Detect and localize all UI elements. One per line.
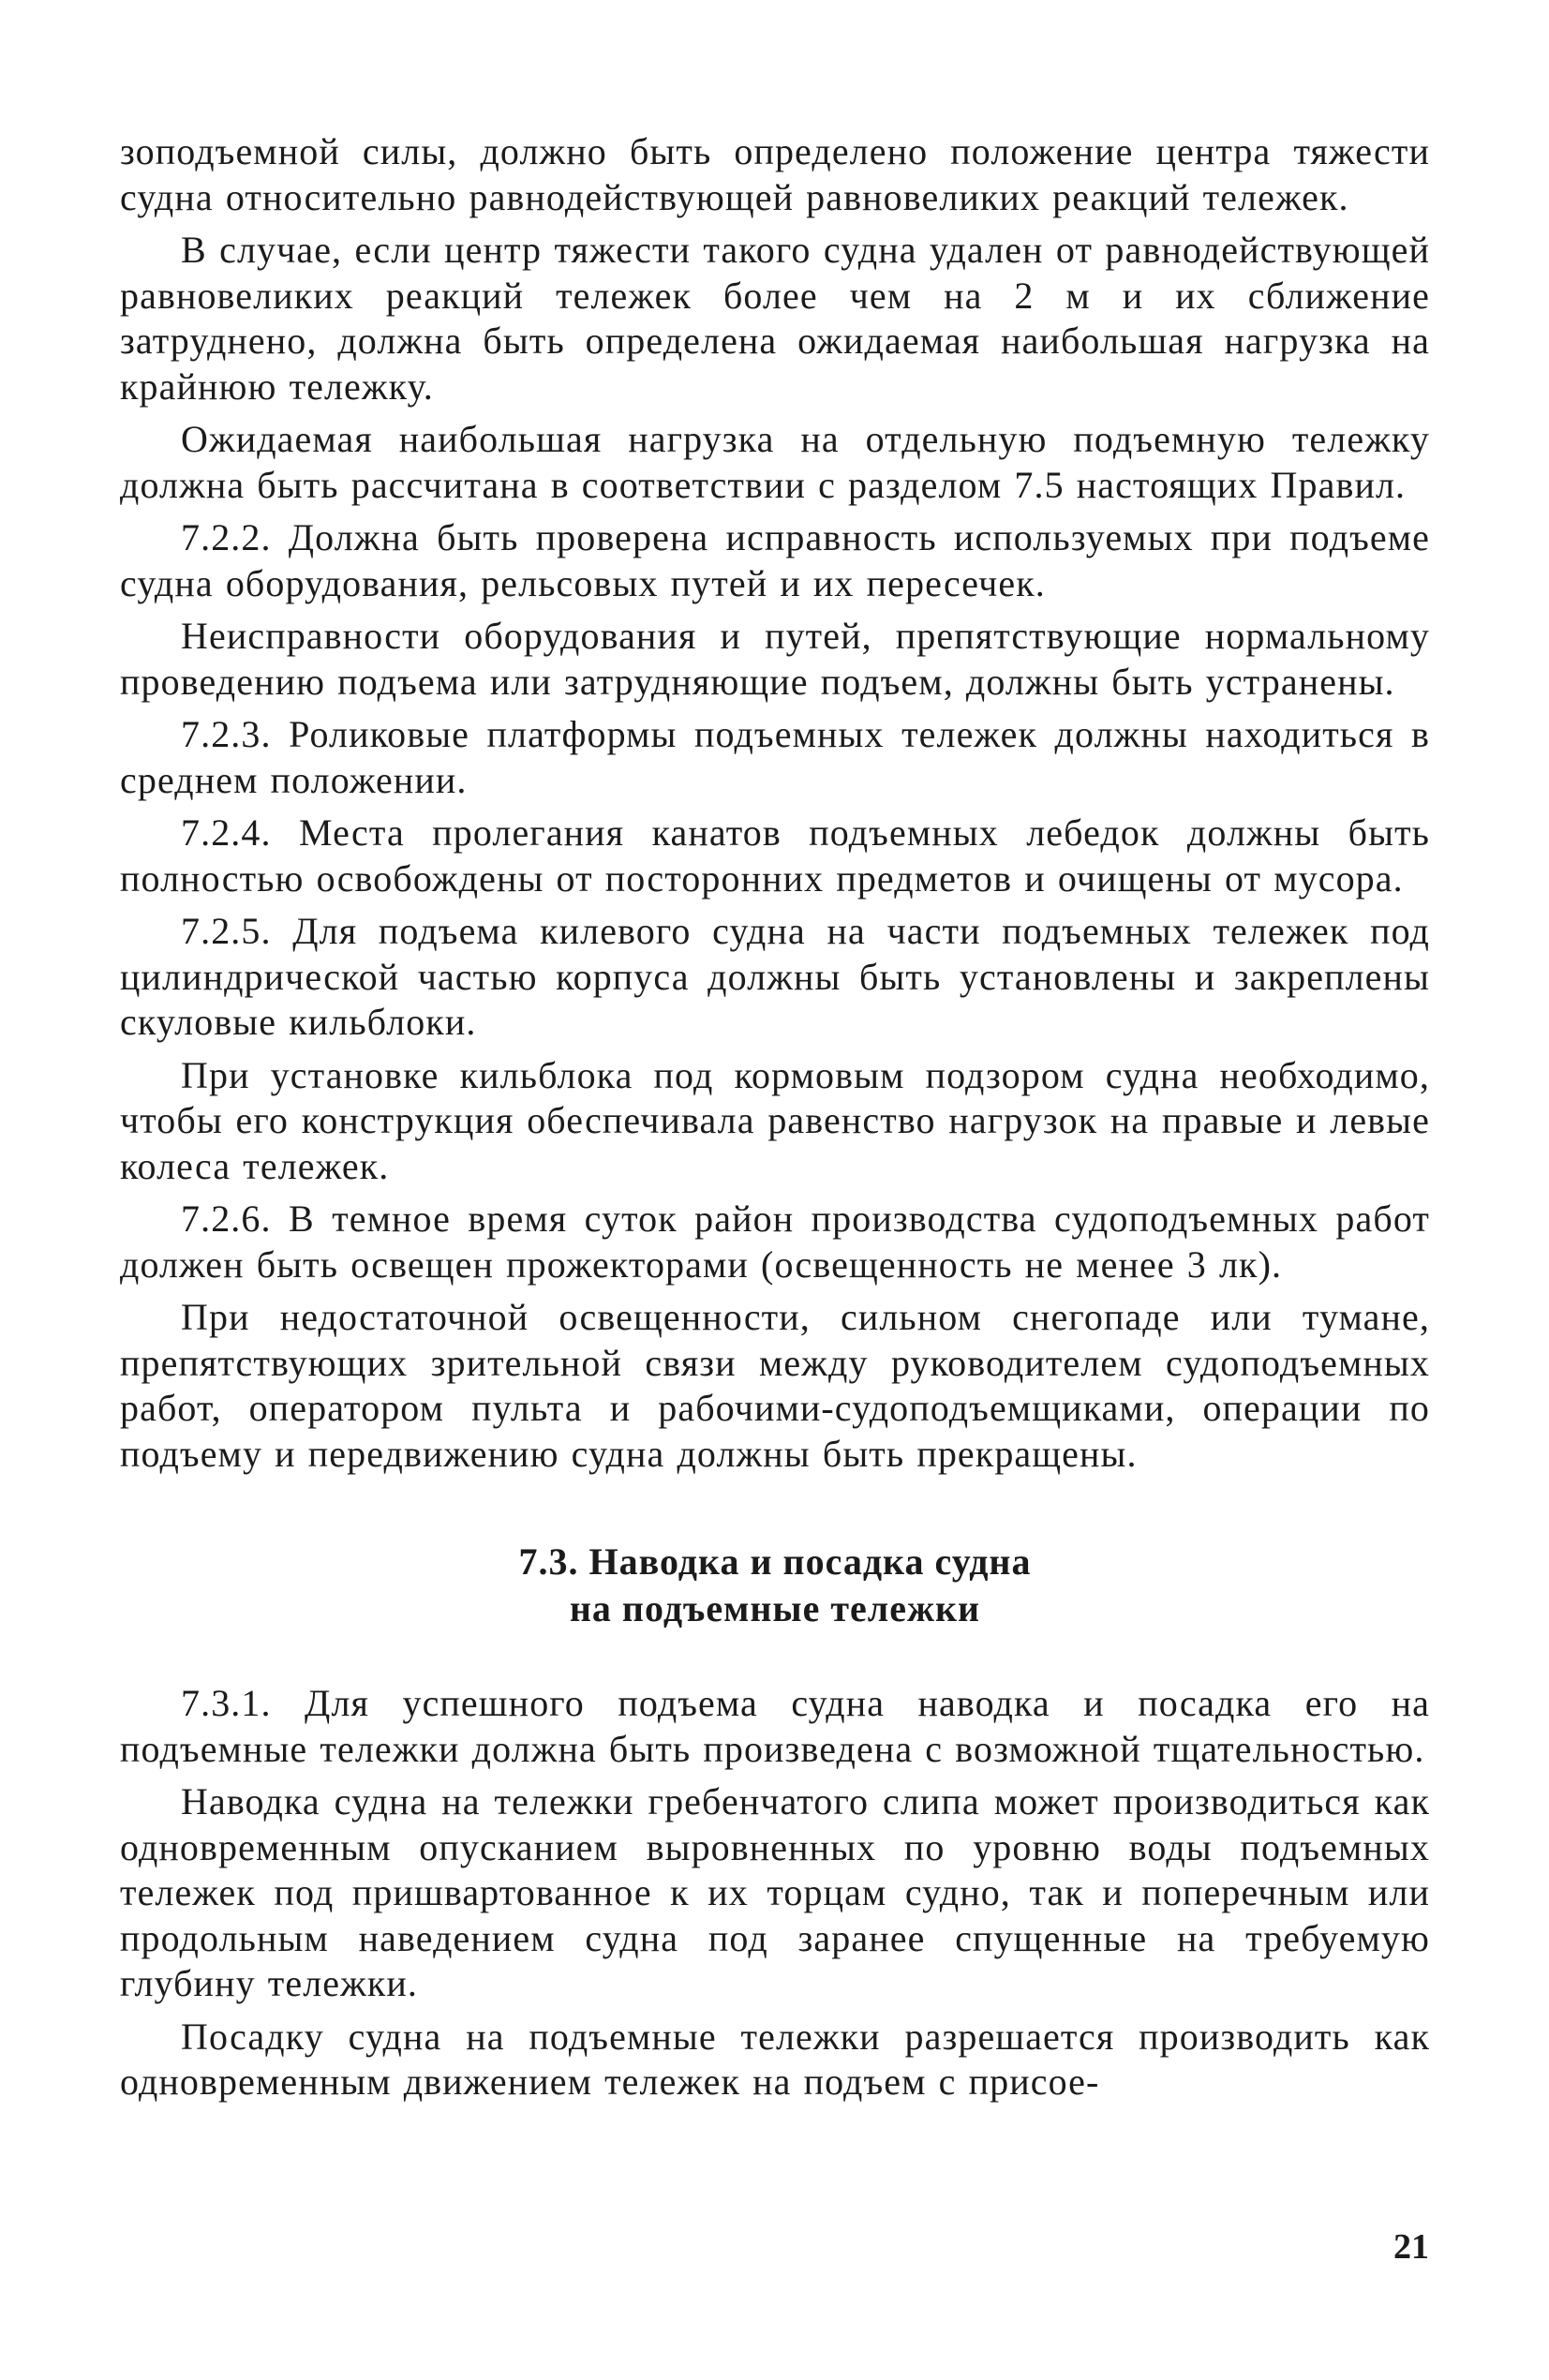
clause-7-2-5: 7.2.5. Для подъема килевого судна на части подъемных тележек под цилиндрической частью корпуса должны быть установлены и закреплены скуловые кильблоки. <box>120 910 1430 1043</box>
paragraph: Посадку судна на подъемные тележки разрешается производить как одновременным движением тележек на подъем с присое- <box>120 2015 1430 2103</box>
paragraph-continued: зоподъемной силы, должно быть определено положение центра тяжести судна относительно равнодействующей равновеликих реакций тележек. <box>120 130 1430 218</box>
clause-7-2-3: 7.2.3. Роликовые платформы подъемных тележек должны находиться в среднем положении. <box>120 713 1430 801</box>
section-heading-7-3 <box>120 1539 1430 1632</box>
page-number: 21 <box>1393 2227 1429 2267</box>
clause-7-3-1: 7.3.1. Для успешного подъема судна наводка и посадка его на подъемные тележки должна быть произведена с возможной тщательностью. <box>120 1682 1430 1770</box>
paragraph: Неисправности оборудования и путей, препятствующие нормальному проведению подъема или затрудняющие подъем, должны быть устранены. <box>120 615 1430 703</box>
paragraph: В случае, если центр тяжести такого судна удален от равнодействующей равновеликих реакций тележек более чем на 2 м и их сближение затруднено, должна быть определена ожидаемая наибольшая нагрузка на крайнюю тележку. <box>120 229 1430 408</box>
section-heading-line-1: 7.3. Наводка и посадка судна <box>518 1540 1032 1583</box>
clause-7-2-4: 7.2.4. Места пролегания канатов подъемных лебедок должны быть полностью освобождены от посторонних предметов и очищены от мусора. <box>120 811 1430 900</box>
paragraph: Ожидаемая наибольшая нагрузка на отдельную подъемную тележку должна быть рассчитана в соответствии с разделом 7.5 настоящих Правил. <box>120 418 1430 506</box>
page-body <box>120 129 1430 2113</box>
clause-7-2-2: 7.2.2. Должна быть проверена исправность используемых при подъеме судна оборудования, рельсовых путей и их пересечек. <box>120 516 1430 604</box>
section-heading-line-2: на подъемные тележки <box>569 1587 981 1629</box>
paragraph: При установке кильблока под кормовым подзором судна необходимо, чтобы его конструкция обеспечивала равенство нагрузок на правые и левые колеса тележек. <box>120 1053 1430 1187</box>
paragraph: Наводка судна на тележки гребенчатого слипа может производиться как одновременным опусканием выровненных по уровню воды подъемных тележек под пришвартованное к их торцам судно, так и поперечным или продольным наведением судна под заранее спущенные на требуемую глубину тележки. <box>120 1780 1430 2004</box>
paragraph: При недостаточной освещенности, сильном снегопаде или тумане, препятствующих зрительной связи между руководителем судоподъемных работ, оператором пульта и рабочими-судоподъемщиками, операции по подъему и передвижению судна должны быть прекращены. <box>120 1296 1430 1475</box>
clause-7-2-6: 7.2.6. В темное время суток район производства судоподъемных работ должен быть освещен прожекторами (освещенность не менее 3 лк). <box>120 1197 1430 1286</box>
